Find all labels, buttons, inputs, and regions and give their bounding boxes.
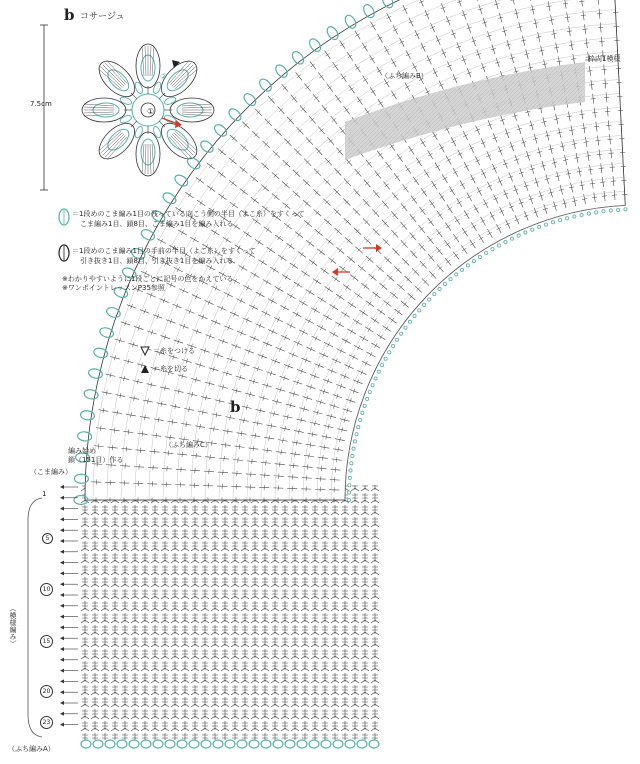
motif-letter: b — [64, 6, 75, 24]
open-triangle-icon — [140, 346, 150, 356]
edging-a-scallop — [213, 740, 223, 748]
edging-a-scallop — [129, 740, 139, 748]
motif-inner-stitch — [119, 96, 132, 106]
filled-triangle-icon — [140, 364, 150, 374]
motif-inner-stitch — [134, 81, 144, 94]
row-number-5: 5 — [42, 533, 53, 544]
edging-a-scallop — [297, 740, 307, 748]
motif-inner-stitch — [134, 125, 144, 138]
row-number-23: 23 — [40, 716, 53, 729]
edging-a-scallop — [321, 740, 331, 748]
edging-a-scallop — [153, 740, 163, 748]
edging-a-scallop — [237, 740, 247, 748]
note-2: ※ワンポイントレッスンP35参照 — [62, 284, 165, 292]
edging-a-scallop — [81, 740, 91, 748]
edging-a-scallop — [309, 740, 319, 748]
legend-2-line1: ＝1段めのこま編み1目の手前の半目（よこ糸）をすくって — [72, 247, 256, 255]
row-number-1: 1 — [42, 490, 47, 498]
blue-post-stitch-icon — [57, 207, 71, 227]
black-post-stitch-icon — [57, 243, 71, 263]
side-bracket — [28, 498, 42, 737]
edging-a-scallop — [201, 740, 211, 748]
sc-label: （こま編み） — [30, 468, 72, 476]
row-number-10: 10 — [40, 583, 53, 596]
edging-a-scallop — [249, 740, 259, 748]
edging-a-scallop — [357, 740, 367, 748]
motif-petal — [82, 98, 126, 122]
edging-a-scallop — [285, 740, 295, 748]
note-1: ※わかりやすいように1段ごとに記号の色をかえている — [62, 275, 234, 283]
motif-marker-2: ② — [160, 72, 168, 81]
collar-chart — [60, 0, 627, 748]
edging-a-scallop — [189, 740, 199, 748]
thread-cut-text: ＝糸を切る — [153, 365, 188, 373]
side-label: （模様編み） — [9, 605, 17, 647]
edging-a-scallop — [117, 740, 127, 748]
edging-a-scallop — [369, 740, 379, 748]
motif-title: コサージュ — [80, 12, 125, 22]
row-number-20: 20 — [40, 685, 53, 698]
edging-a-scallop — [225, 740, 235, 748]
edging-c-label: （ふち編みC） — [165, 441, 212, 449]
legend-1-line2: こま編み1目、鎖8目、こま編み1目を編み入れる — [80, 220, 234, 228]
edging-a-scallop — [165, 740, 175, 748]
motif-inner-stitch — [119, 114, 132, 124]
motif-petal — [136, 132, 160, 176]
row-number-15: 15 — [40, 635, 53, 648]
motif-marker-1: ① — [147, 107, 155, 116]
motif-inner-stitch — [152, 125, 162, 138]
edging-a-scallop — [93, 740, 103, 748]
thread-attach-text: ＝糸をつける — [153, 347, 195, 355]
start-label-2: 鎖（151目）作る — [68, 456, 124, 464]
edging-a-scallop — [333, 740, 343, 748]
edging-a-label: （ふち編みA） — [8, 745, 55, 753]
edging-a-scallop — [177, 740, 187, 748]
edging-a-scallop — [273, 740, 283, 748]
chart-letter: b — [230, 398, 241, 416]
motif-petal — [170, 98, 214, 122]
edging-a-scallop — [345, 740, 355, 748]
legend-2-line2: 引き抜き1目、鎖8目、引き抜き1目を編み入れる — [80, 257, 234, 265]
edging-a-scallop — [141, 740, 151, 748]
motif-inner-stitch — [152, 81, 162, 94]
legend-1-line1: ＝1段めのこま編み1目の残っている向こう側の半目（よこ糸）をすくって — [72, 210, 305, 218]
motif-inner-stitch — [163, 96, 176, 106]
collar-straight-rows — [80, 485, 380, 740]
edging-a-scallop — [261, 740, 271, 748]
frame-inner-label: 枠内1模様 — [588, 55, 621, 63]
edging-b-label: （ふち編みB） — [381, 72, 428, 80]
motif-dimension: 7.5cm — [30, 100, 52, 108]
edging-a-scallop — [105, 740, 115, 748]
start-label-1: 編み始め — [68, 447, 96, 455]
motif-petal — [136, 44, 160, 88]
